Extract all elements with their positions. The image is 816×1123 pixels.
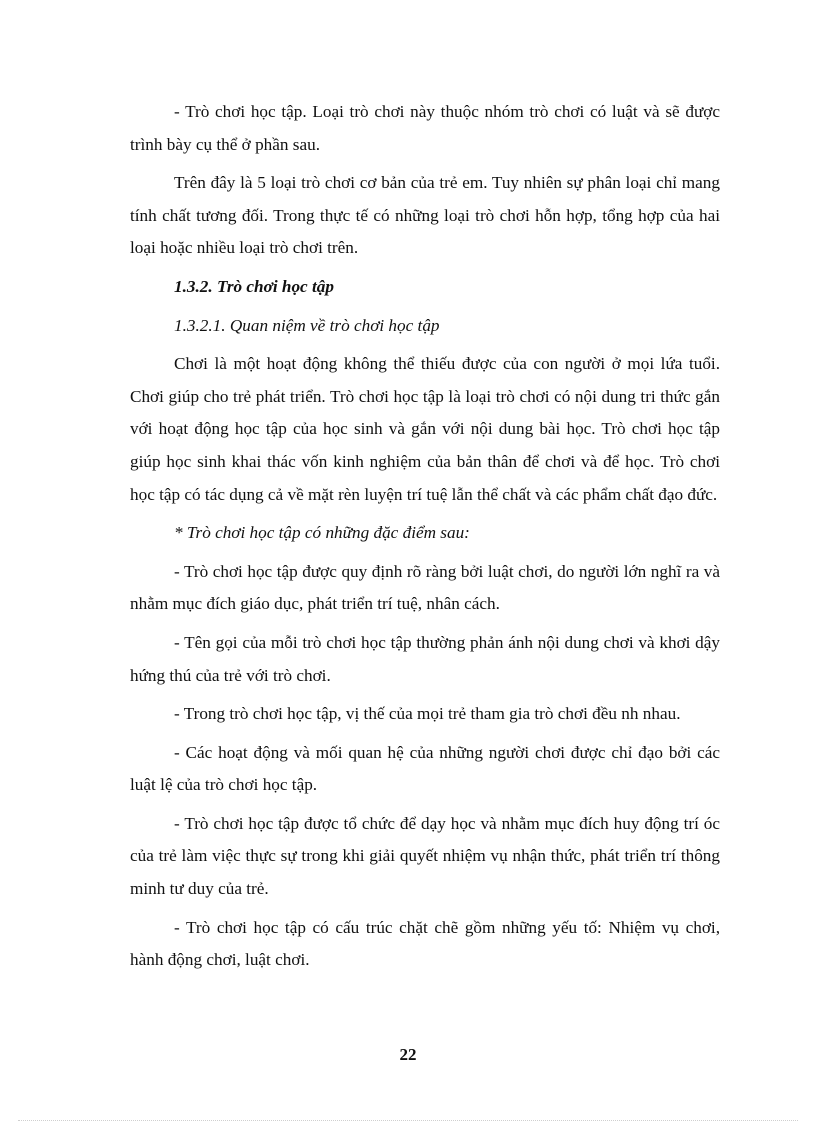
characteristics-heading: * Trò chơi học tập có những đặc điểm sau: bbox=[174, 523, 470, 543]
bullet-structure: - Trò chơi học tập có cấu trúc chặt chẽ gồm những yếu tố: Nhiệm vụ chơi, hành động chơi, luật chơi. bbox=[130, 917, 720, 970]
bullet-equal-status: - Trong trò chơi học tập, vị thế của mọi trẻ tham gia trò chơi đều nh nhau. bbox=[174, 704, 681, 724]
page-content bbox=[130, 96, 720, 983]
bullet-names: - Tên gọi của mỗi trò chơi học tập thường phản ánh nội dung chơi và khơi dậy hứng thú của trẻ với trò chơi. bbox=[130, 632, 720, 685]
bullet-rules: - Trò chơi học tập được quy định rõ ràng bởi luật chơi, do người lớn nghĩ ra và nhằm mục đích giáo dục, phát triển trí tuệ, nhân cách. bbox=[130, 561, 720, 614]
paragraph-learning-games-intro: - Trò chơi học tập. Loại trò chơi này thuộc nhóm trò chơi có luật và sẽ được trình bày cụ thể ở phần sau. bbox=[130, 102, 720, 154]
bullet-purpose: - Trò chơi học tập được tổ chức để dạy học và nhằm mục đích huy động trí óc của trẻ làm việc thực sự trong khi giải quyết nhiệm vụ nhận thức, phát triển trí thông minh tư duy của trẻ. bbox=[130, 813, 720, 899]
paragraph-five-game-types: Trên đây là 5 loại trò chơi cơ bản của trẻ em. Tuy nhiên sự phân loại chỉ mang tính chất tương đối. Trong thực tế có những loại trò chơi hỗn hợp, tổng hợp của hai loại hoặc nhiều loại trò chơi trên. bbox=[130, 173, 720, 258]
section-heading: 1.3.2. Trò chơi học tập bbox=[174, 276, 334, 296]
page-bottom-divider bbox=[18, 1120, 798, 1121]
subsection-heading: 1.3.2.1. Quan niệm về trò chơi học tập bbox=[174, 315, 440, 335]
page-number: 22 bbox=[399, 1045, 417, 1064]
paragraph-concept: Chơi là một hoạt động không thể thiếu được của con người ở mọi lứa tuổi. Chơi giúp cho trẻ phát triển. Trò chơi học tập là loại trò chơi có nội dung tri thức gắn với hoạt động học tập của học sinh và gắn với nội dung bài học. Trò chơi học tập giúp học sinh khai thác vốn kinh nghiệm của bản thân để chơi và để học. Trò chơi học tập có tác dụng cả về mặt rèn luyện trí tuệ lẫn thể chất và các phẩm chất đạo đức. bbox=[130, 354, 720, 504]
bullet-relationships: - Các hoạt động và mối quan hệ của những người chơi được chỉ đạo bởi các luật lệ của trò chơi học tập. bbox=[130, 742, 720, 795]
